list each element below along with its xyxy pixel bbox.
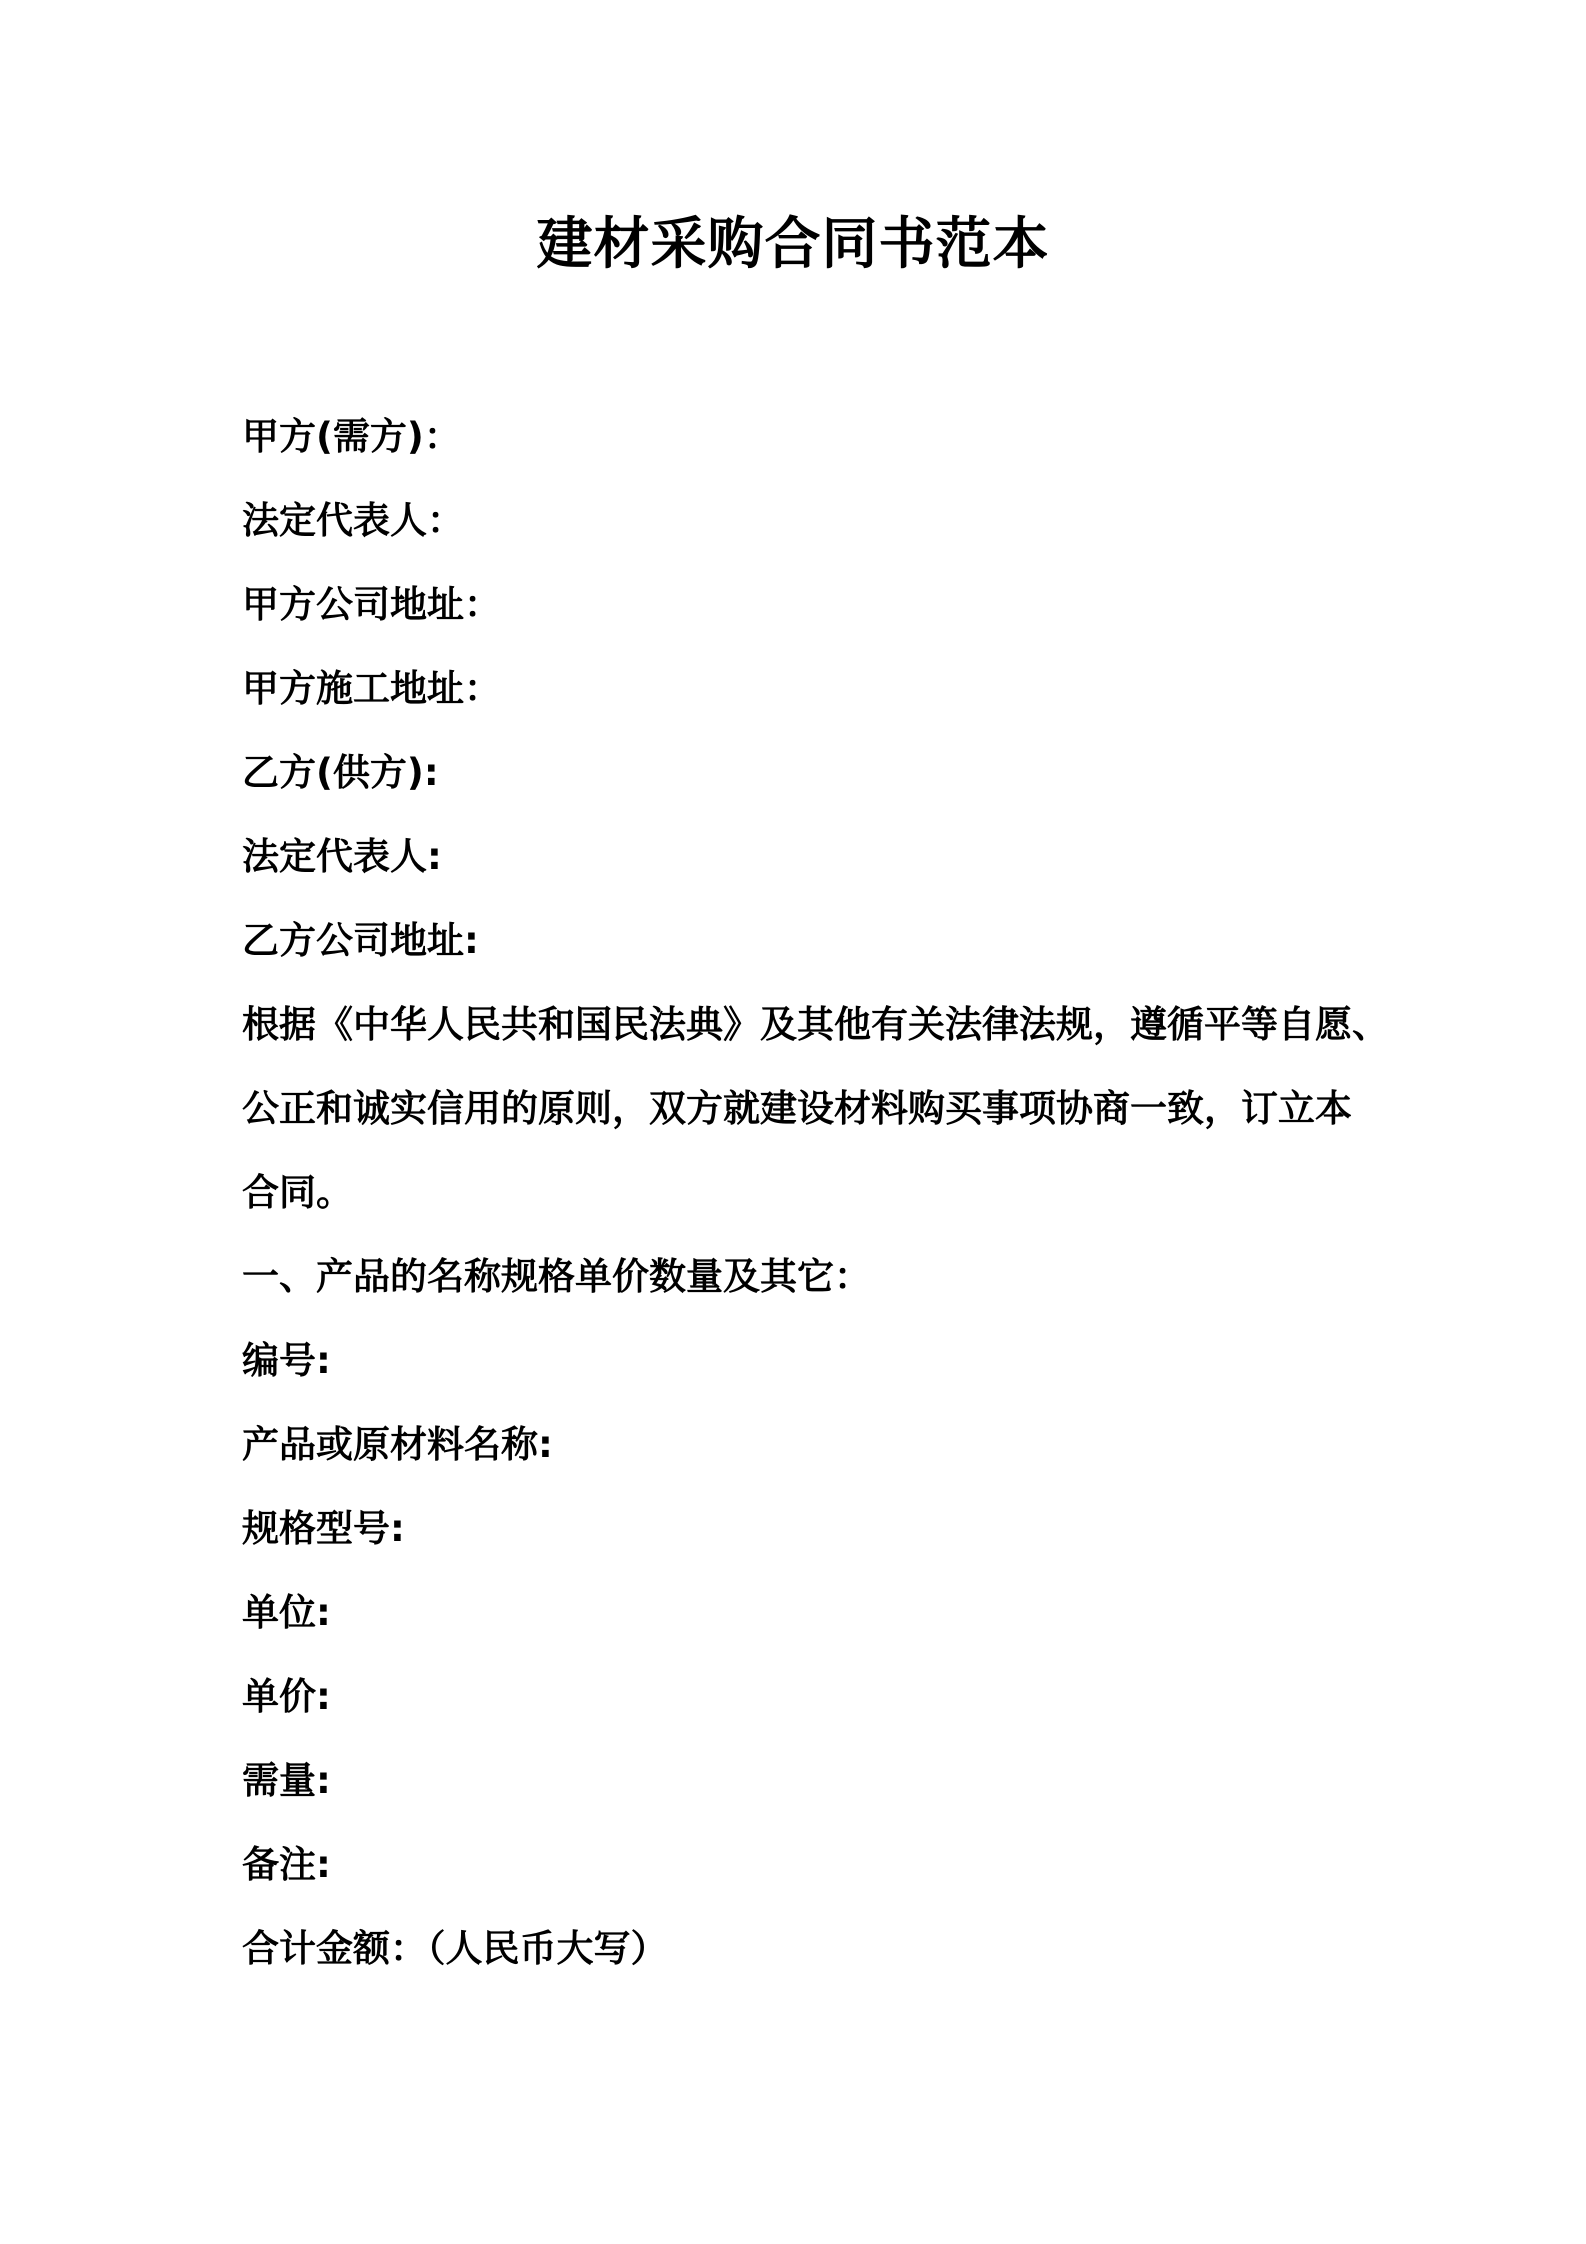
field-product-name: 产品或原材料名称: bbox=[242, 1423, 553, 1466]
field-unit-price: 单价: bbox=[242, 1675, 331, 1718]
party-b-legal-rep-line: 法定代表人: bbox=[242, 835, 442, 878]
field-remarks: 备注: bbox=[242, 1843, 331, 1886]
field-quantity: 需量: bbox=[242, 1759, 331, 1802]
field-total-amount: 合计金额：（人民币大写） bbox=[242, 1927, 668, 1970]
document-body bbox=[242, 395, 1389, 1991]
party-a-construction-address-line: 甲方施工地址： bbox=[242, 667, 501, 710]
field-number: 编号: bbox=[242, 1339, 331, 1382]
party-a-name-line: 甲方(需方)： bbox=[242, 415, 461, 458]
party-b-company-address-line: 乙方公司地址: bbox=[242, 919, 479, 962]
preamble-line-3: 合同。 bbox=[242, 1171, 353, 1214]
document-title: 建材采购合同书范本 bbox=[536, 212, 1050, 277]
field-spec-model: 规格型号: bbox=[242, 1507, 405, 1550]
section-heading: 一、产品的名称规格单价数量及其它： bbox=[242, 1255, 871, 1298]
party-a-legal-rep-line: 法定代表人： bbox=[242, 499, 464, 542]
party-b-name-line: 乙方(供方): bbox=[242, 751, 439, 794]
preamble-line-2: 公正和诚实信用的原则，双方就建设材料购买事项协商一致，订立本 bbox=[242, 1087, 1352, 1130]
party-a-company-address-line: 甲方公司地址： bbox=[242, 583, 501, 626]
preamble-line-1: 根据《中华人民共和国民法典》及其他有关法律法规，遵循平等自愿、 bbox=[242, 1003, 1389, 1046]
field-unit: 单位: bbox=[242, 1591, 331, 1634]
